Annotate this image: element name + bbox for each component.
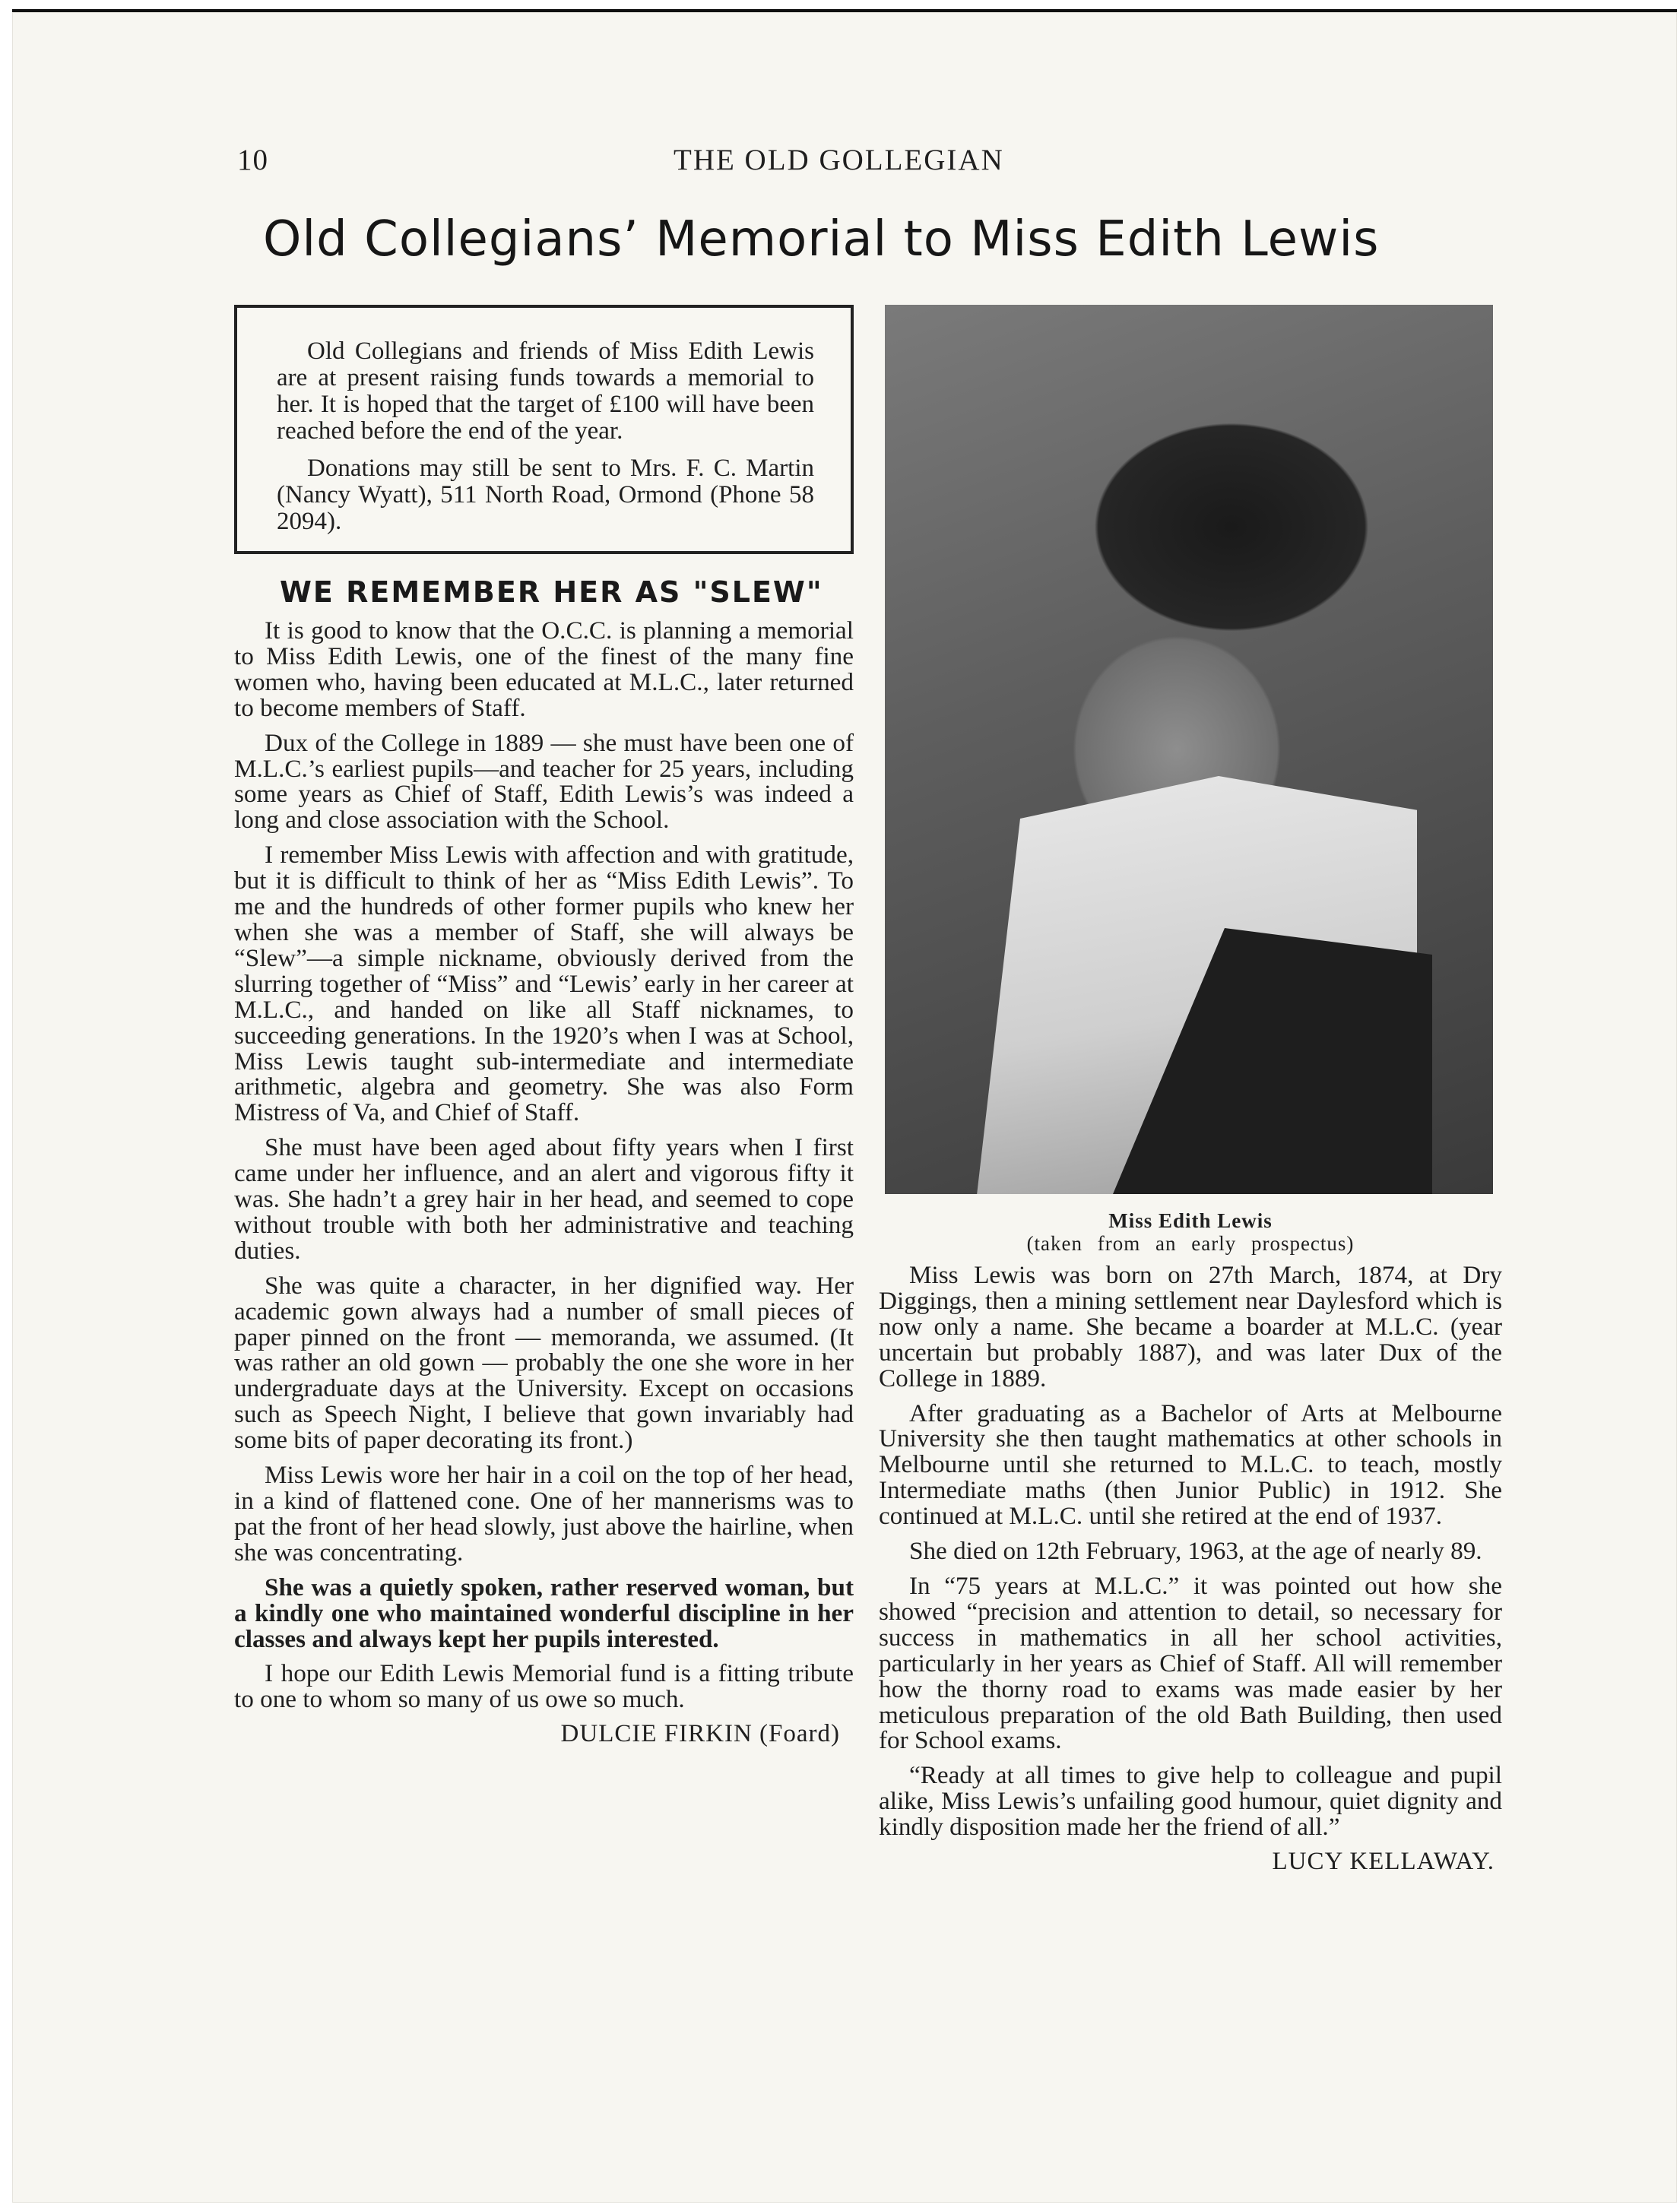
photo-caption xyxy=(879,1209,1502,1255)
magazine-page xyxy=(12,9,1677,2203)
article-paragraph: Dux of the College in 1889 — she must have been one of M.L.C.’s earliest pupils—and teacher for 25 years, including some years as Chief of Staff, Edith Lewis’s was indeed a long and close association with the School. xyxy=(234,728,854,835)
article-paragraph: Miss Lewis was born on 27th March, 1874, at Dry Diggings, then a mining settlement near Daylesford which is now only a name. She became a boarder at M.L.C. (year uncertain but probably 1887), and was later Dux of the College in 1889. xyxy=(879,1261,1502,1392)
article-paragraph: I hope our Edith Lewis Memorial fund is a fitting tribute to one to whom so many of us owe so much. xyxy=(234,1659,854,1714)
article-paragraph: In “75 years at M.L.C.” it was pointed out how she showed “precision and attention to detail, so necessary for success in mathematics in all her school activities, particularly in her years as Chief of Staff. All will remember how the thorny road to exams was made easier by her meticulous preparation of the old Bath Building, then used for School exams. xyxy=(879,1571,1502,1755)
running-head xyxy=(12,143,1677,181)
author-signature: LUCY KELLAWAY. xyxy=(1272,1848,1495,1876)
caption-name: Miss Edith Lewis xyxy=(1108,1209,1273,1232)
article-paragraph: “Ready at all times to give help to colleague and pupil alike, Miss Lewis’s unfailing good humour, quiet dignity and kindly disposition made her the friend of all.” xyxy=(879,1761,1502,1842)
author-signature: DULCIE FIRKIN (Foard) xyxy=(560,1720,840,1748)
right-article xyxy=(879,1262,1502,1875)
notice-paragraph: Old Collegians and friends of Miss Edith Lewis are at present raising funds towards a memorial to her. It is hoped that the target of £100 will have been reached before the end of the year. xyxy=(277,337,814,445)
article-paragraph: It is good to know that the O.C.C. is planning a memorial to Miss Edith Lewis, one of the finest of the many fine women who, having been educated at M.L.C., later returned to become members of Staff. xyxy=(234,616,854,722)
notice-paragraph: Donations may still be sent to Mrs. F. C. Martin (Nancy Wyatt), 511 North Road, Ormond (Phone 58 2094). xyxy=(277,455,814,535)
section-heading: WE REMEMBER HER AS "SLEW" xyxy=(280,575,823,609)
article-paragraph: She died on 12th February, 1963, at the age of nearly 89. xyxy=(909,1537,1482,1566)
caption-note: (taken from an early prospectus) xyxy=(1026,1232,1355,1255)
left-article xyxy=(234,618,854,1747)
portrait-photo xyxy=(885,305,1493,1194)
article-paragraph: She must have been aged about fifty years when I first came under her influence, and an alert and vigorous fifty it was. She hadn’t a grey hair in her head, and seemed to cope without trouble with both her administrative and teaching duties. xyxy=(234,1133,854,1265)
article-title: Old Collegians’ Memorial to Miss Edith Lewis xyxy=(263,211,1380,268)
left-column xyxy=(234,305,854,1747)
article-paragraph: I remember Miss Lewis with affection and with gratitude, but it is difficult to think of her as “Miss Edith Lewis”. To me and the hundreds of other former pupils who knew her when she was a member of Staff, she will always be “Slew”—a simple nickname, obviously derived from the slurring together of “Miss” and “Lewis’ early in her career at M.L.C., and handed on like all Staff nicknames, to succeeding generations. In the 1920’s when I was at School, Miss Lewis taught sub-intermediate and intermediate arithmetic, algebra and geometry. She was also Form Mistress of Va, and Chief of Staff. xyxy=(234,841,854,1127)
right-column xyxy=(879,305,1502,1875)
article-paragraph-bold: She was a quietly spoken, rather reserved woman, but a kindly one who maintained wonderful discipline in her classes and always kept her pupils interested. xyxy=(234,1573,854,1653)
memorial-notice-box xyxy=(234,305,854,554)
page-number: 10 xyxy=(237,144,268,176)
article-paragraph: After graduating as a Bachelor of Arts at Melbourne University she then taught mathematics at other schools in Melbourne until she returned to M.L.C. to teach, mostly Intermediate maths (then Junior Public) in 1912. She continued at M.L.C. until she retired at the end of 1937. xyxy=(879,1399,1502,1531)
article-paragraph: She was quite a character, in her dignified way. Her academic gown always had a number of small pieces of paper pinned on the front — memoranda, we assumed. (It was rather an old gown — probably the one she wore in her undergraduate days at the University. Except on occasions such as Speech Night, I believe that gown invariably had some bits of paper decorating its front.) xyxy=(234,1271,854,1455)
journal-title: THE OLD GOLLEGIAN xyxy=(674,144,1004,176)
article-paragraph: Miss Lewis wore her hair in a coil on the top of her head, in a kind of flattened cone. One of her mannerisms was to pat the front of her head slowly, just above the hairline, when she was concentrating. xyxy=(234,1461,854,1567)
